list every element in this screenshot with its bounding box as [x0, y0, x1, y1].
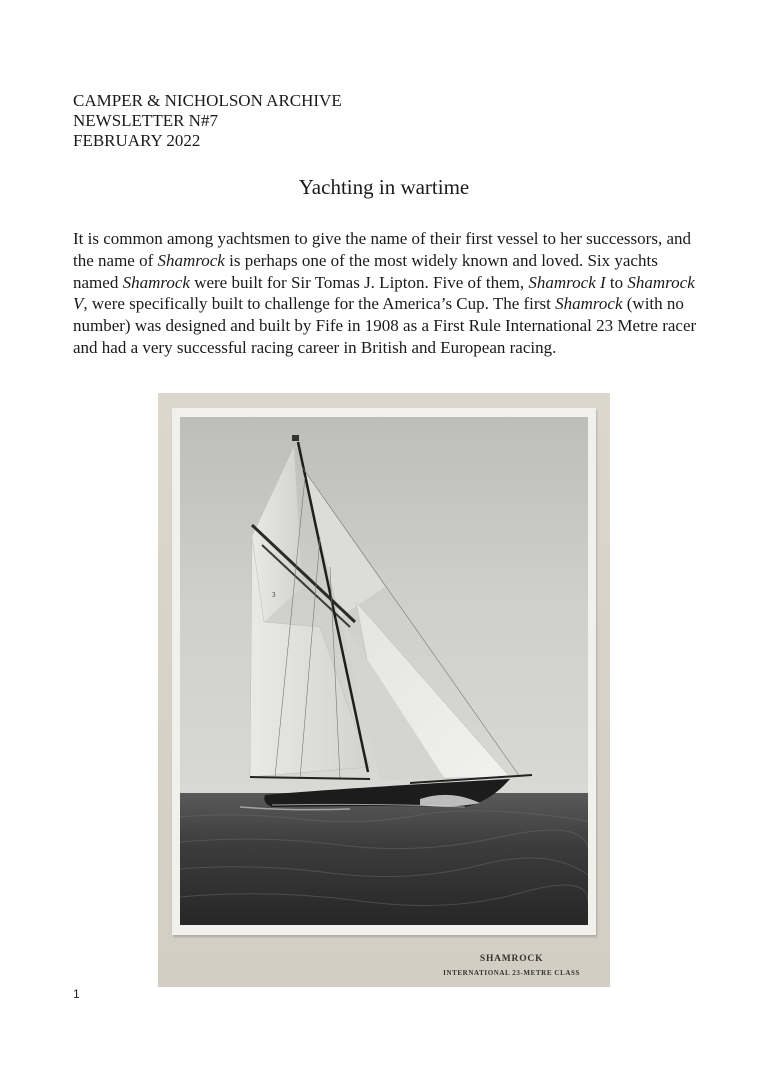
text-run: to — [605, 272, 628, 292]
caption-yacht-class: INTERNATIONAL 23-METRE CLASS — [443, 969, 580, 977]
photo-mount — [172, 408, 596, 935]
archive-name: CAMPER & NICHOLSON ARCHIVE — [73, 91, 342, 110]
photo-card — [158, 393, 610, 987]
newsletter-number: NEWSLETTER N#7 — [73, 111, 218, 130]
yacht-name-italic: Shamrock V — [73, 272, 695, 314]
text-run: is perhaps one of the most widely known and loved. Six yachts named — [73, 250, 658, 292]
photo-caption — [443, 953, 580, 979]
sail-number: 3 — [272, 591, 276, 599]
yacht-name-italic: Shamrock I — [528, 272, 606, 292]
text-run: It is common among yachtsmen to give the name of their first vessel to her successors, and the name of — [73, 229, 691, 270]
newsletter-date: FEBRUARY 2022 — [73, 131, 201, 150]
article-title: Yachting in wartime — [298, 175, 470, 199]
page-number: 1 — [73, 987, 80, 1001]
text-run: were built for Sir Tomas J. Lipton. Five of them, — [189, 272, 529, 292]
text-run: (with no number) was designed and built by Fife in 1908 as a First Rule International 23 Metre racer and had a very successful racing career in British and European racing. — [73, 294, 697, 357]
shamrock-photo — [180, 417, 588, 925]
text-run: , were specifically built to challenge for the America’s Cup. The first — [83, 294, 556, 314]
paragraph-1 — [73, 228, 703, 359]
yacht-name-italic: Shamrock — [122, 272, 190, 292]
caption-yacht-name: SHAMROCK — [479, 954, 544, 964]
newsletter-header — [73, 91, 342, 151]
yacht-name-italic: Shamrock — [157, 250, 225, 270]
article-body — [73, 228, 703, 359]
yacht-name-italic: Shamrock — [555, 294, 623, 314]
